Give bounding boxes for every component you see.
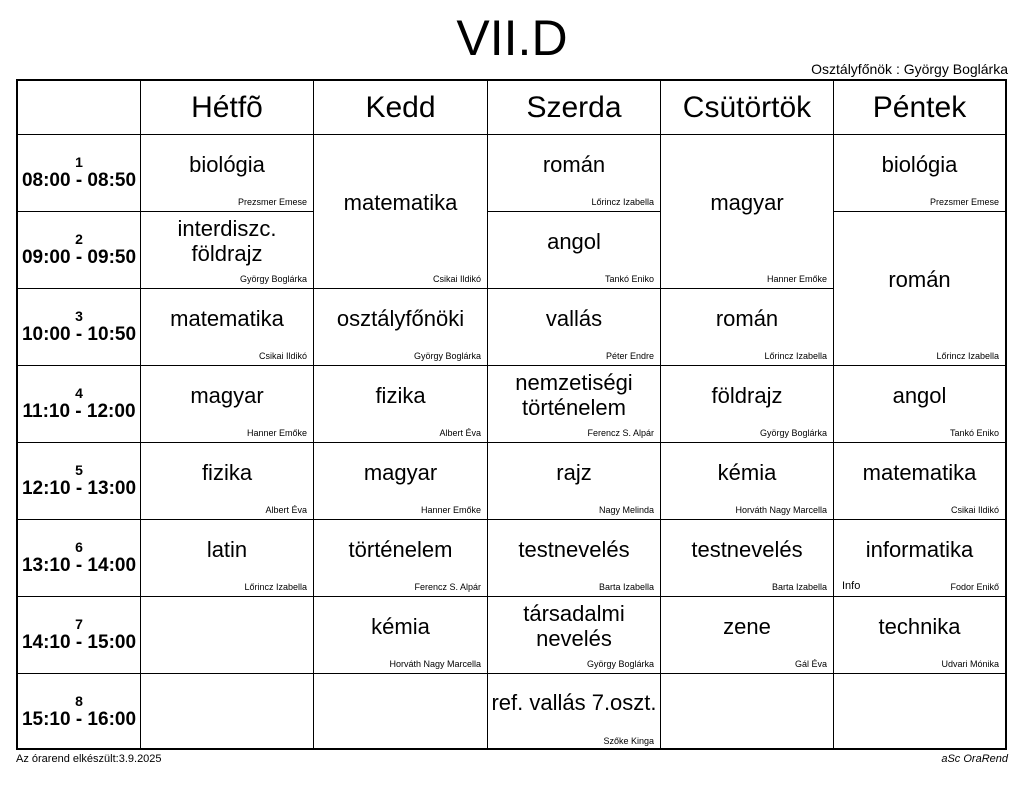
empty-cell <box>141 674 314 750</box>
lesson-subject: rajz <box>556 460 592 485</box>
lesson-teacher: György Boglárka <box>759 428 827 438</box>
lesson-teacher: Lőrincz Izabella <box>591 197 654 207</box>
lesson-subject: román <box>888 267 951 292</box>
lesson-teacher: Prezsmer Emese <box>929 197 999 207</box>
generated-date-label: Az órarend elkészült:3.9.2025 <box>16 753 162 765</box>
corner-cell <box>18 81 141 135</box>
lesson-teacher: Fodor Enikő <box>950 582 999 592</box>
lesson-cell[interactable] <box>488 135 661 212</box>
day-header: Szerda <box>488 81 661 135</box>
period-time: 09:00 - 09:50 <box>21 247 137 268</box>
lesson-cell[interactable] <box>661 366 834 443</box>
lesson-cell[interactable] <box>314 289 488 366</box>
lesson-subject: latin <box>206 537 248 562</box>
lesson-cell[interactable] <box>141 212 314 289</box>
lesson-teacher: Csikai Ildikó <box>432 274 481 284</box>
lesson-teacher: Horváth Nagy Marcella <box>735 505 827 515</box>
lesson-teacher: György Boglárka <box>413 351 481 361</box>
software-label: aSc OraRend <box>941 753 1008 765</box>
period-time: 08:00 - 08:50 <box>21 170 137 191</box>
lesson-cell[interactable] <box>488 212 661 289</box>
period-label <box>18 366 141 443</box>
lesson-teacher: Nagy Melinda <box>598 505 654 515</box>
class-title: VII.D <box>456 10 568 66</box>
lesson-cell[interactable] <box>488 443 661 520</box>
lesson-subject: testnevelés <box>691 537 803 562</box>
lesson-subject: biológia <box>189 152 265 177</box>
lesson-subject: biológia <box>881 152 958 177</box>
day-header: Hétfõ <box>141 81 314 135</box>
day-header: Péntek <box>834 81 1005 135</box>
lesson-teacher: Péter Endre <box>605 351 654 361</box>
lesson-room: Info <box>842 580 861 592</box>
period-time: 12:10 - 13:00 <box>21 478 137 499</box>
head-teacher-label: Osztályfőnök : György Boglárka <box>811 61 1008 77</box>
lesson-teacher: Csikai Ildikó <box>258 351 307 361</box>
lesson-teacher: Horváth Nagy Marcella <box>389 659 481 669</box>
lesson-subject: nevelés <box>536 626 612 651</box>
lesson-subject: magyar <box>363 460 438 485</box>
period-time: 13:10 - 14:00 <box>21 555 137 576</box>
lesson-subject: testnevelés <box>518 537 630 562</box>
lesson-subject: matematika <box>170 306 284 331</box>
day-header: Kedd <box>314 81 488 135</box>
lesson-subject: technika <box>878 614 961 639</box>
empty-cell <box>834 674 1005 750</box>
period-label <box>18 212 141 289</box>
lesson-subject: magyar <box>710 190 784 215</box>
lesson-cell[interactable] <box>834 366 1005 443</box>
period-number: 3 <box>75 308 83 324</box>
lesson-subject: történelem <box>348 537 453 562</box>
lesson-teacher: Prezsmer Emese <box>237 197 307 207</box>
lesson-subject: kémia <box>371 614 430 639</box>
lesson-cell[interactable] <box>834 443 1005 520</box>
lesson-subject: ref. vallás 7.oszt. <box>491 690 657 715</box>
lesson-subject: interdiszc. <box>177 216 277 241</box>
lesson-cell[interactable] <box>488 674 661 750</box>
period-label <box>18 520 141 597</box>
lesson-cell[interactable] <box>661 520 834 597</box>
lesson-cell[interactable] <box>488 289 661 366</box>
lesson-cell[interactable] <box>141 443 314 520</box>
period-label <box>18 597 141 674</box>
lesson-subject: nemzetiségi <box>515 370 633 395</box>
lesson-subject: kémia <box>717 460 777 485</box>
lesson-cell[interactable] <box>834 212 1005 366</box>
lesson-teacher: Lőrincz Izabella <box>764 351 827 361</box>
period-time: 15:10 - 16:00 <box>21 709 137 730</box>
lesson-subject: angol <box>547 229 601 254</box>
lesson-subject: társadalmi <box>523 601 625 626</box>
lesson-teacher: Ferencz S. Alpár <box>414 582 481 592</box>
lesson-teacher: Lőrincz Izabella <box>244 582 307 592</box>
lesson-teacher: György Boglárka <box>586 659 654 669</box>
lesson-cell[interactable] <box>314 135 488 289</box>
lesson-teacher: Barta Izabella <box>598 582 654 592</box>
lesson-subject: magyar <box>190 383 264 408</box>
day-header: Csütörtök <box>661 81 834 135</box>
lesson-cell[interactable] <box>141 135 314 212</box>
period-time: 10:00 - 10:50 <box>21 324 137 345</box>
lesson-teacher: Barta Izabella <box>771 582 827 592</box>
period-number: 8 <box>75 693 83 709</box>
lesson-teacher: Hanner Emőke <box>420 505 481 515</box>
lesson-subject: zene <box>723 614 771 639</box>
lesson-cell[interactable] <box>314 366 488 443</box>
lesson-subject: földrajz <box>191 241 263 266</box>
lesson-cell[interactable] <box>661 289 834 366</box>
lesson-teacher: Albert Éva <box>439 428 481 438</box>
lesson-teacher: Gál Éva <box>794 659 827 669</box>
lesson-subject: fizika <box>201 460 253 485</box>
lesson-teacher: Csikai Ildikó <box>950 505 999 515</box>
empty-cell <box>314 674 488 750</box>
lesson-subject: informatika <box>865 537 974 562</box>
lesson-cell[interactable] <box>314 443 488 520</box>
lesson-subject: földrajz <box>711 383 783 408</box>
lesson-teacher: Tankó Eniko <box>604 274 654 284</box>
lesson-cell[interactable] <box>141 520 314 597</box>
period-label <box>18 289 141 366</box>
lesson-cell[interactable] <box>314 520 488 597</box>
lesson-teacher: Lőrincz Izabella <box>936 351 999 361</box>
period-time: 11:10 - 12:00 <box>22 401 136 422</box>
lesson-teacher: Udvari Mónika <box>941 659 999 669</box>
lesson-teacher: Hanner Emőke <box>246 428 307 438</box>
lesson-teacher: Ferencz S. Alpár <box>587 428 654 438</box>
period-number: 7 <box>75 616 83 632</box>
lesson-subject: matematika <box>862 460 977 485</box>
empty-cell <box>141 597 314 674</box>
lesson-cell[interactable] <box>314 597 488 674</box>
lesson-cell[interactable] <box>488 366 661 443</box>
lesson-subject: vallás <box>545 306 603 331</box>
lesson-subject: fizika <box>375 383 426 408</box>
empty-cell <box>661 674 834 750</box>
lesson-cell[interactable] <box>488 597 661 674</box>
lesson-cell[interactable] <box>661 597 834 674</box>
lesson-cell[interactable] <box>834 597 1005 674</box>
period-time: 14:10 - 15:00 <box>21 632 137 653</box>
period-number: 1 <box>75 154 83 170</box>
lesson-cell[interactable] <box>661 443 834 520</box>
lesson-subject: román <box>542 152 606 177</box>
lesson-teacher: Hanner Emőke <box>766 274 827 284</box>
lesson-teacher: Tankó Eniko <box>949 428 999 438</box>
timetable-grid <box>16 79 1007 750</box>
period-label <box>18 674 141 750</box>
lesson-subject: történelem <box>522 395 626 420</box>
period-label <box>18 443 141 520</box>
lesson-cell[interactable] <box>834 520 1005 597</box>
lesson-cell[interactable] <box>834 135 1005 212</box>
period-number: 5 <box>75 462 83 478</box>
lesson-cell[interactable] <box>141 366 314 443</box>
lesson-cell[interactable] <box>488 520 661 597</box>
lesson-teacher: Albert Éva <box>265 505 307 515</box>
lesson-subject: matematika <box>343 190 458 215</box>
period-number: 4 <box>75 385 83 401</box>
lesson-subject: osztályfőnöki <box>336 306 465 331</box>
lesson-cell[interactable] <box>661 135 834 289</box>
period-number: 2 <box>75 231 83 247</box>
lesson-cell[interactable] <box>141 289 314 366</box>
period-number: 6 <box>75 539 83 555</box>
lesson-teacher: Szőke Kinga <box>603 736 654 746</box>
lesson-subject: angol <box>892 383 947 408</box>
lesson-subject: román <box>715 306 779 331</box>
lesson-teacher: György Boglárka <box>239 274 307 284</box>
period-label <box>18 135 141 212</box>
